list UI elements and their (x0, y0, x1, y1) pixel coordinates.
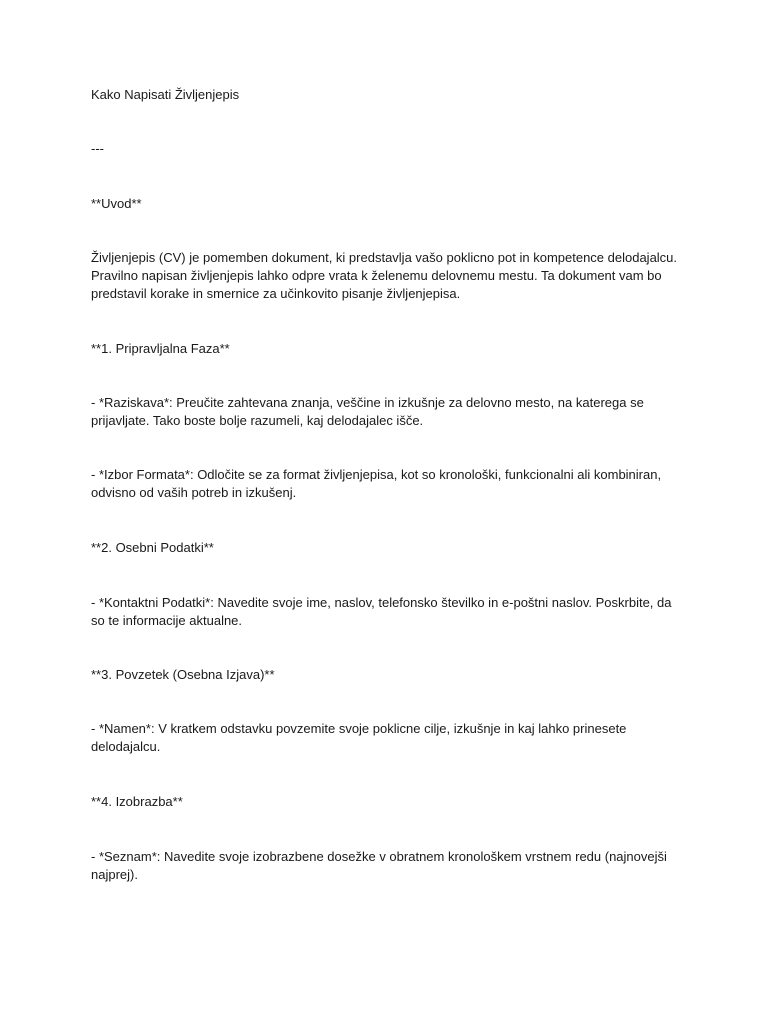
section-2-item-contact: - *Kontaktni Podatki*: Navedite svoje ime, naslov, telefonsko številko in e-poštni naslov. Poskrbite, da so te informacije aktualne. (91, 595, 672, 628)
separator: --- (91, 141, 104, 156)
section-4-heading: **4. Izobrazba** (91, 794, 183, 809)
section-3-item-purpose: - *Namen*: V kratkem odstavku povzemite svoje poklicne cilje, izkušnje in kaj lahko prinesete delodajalcu. (91, 721, 627, 754)
section-4-item-list: - *Seznam*: Navedite svoje izobrazbene dosežke v obratnem kronološkem vrstnem redu (najnovejši najprej). (91, 849, 667, 882)
section-1-heading: **1. Pripravljalna Faza** (91, 341, 230, 356)
intro-paragraph: Življenjepis (CV) je pomemben dokument, ki predstavlja vašo poklicno pot in kompetence delodajalcu. Pravilno napisan življenjepis lahko odpre vrata k želenemu delovnemu mestu. Ta dokument vam bo predstavil korake in smernice za učinkovito pisanje življenjepisa. (91, 250, 678, 301)
section-3-heading: **3. Povzetek (Osebna Izjava)** (91, 667, 275, 682)
section-1-item-research: - *Raziskava*: Preučite zahtevana znanja, veščine in izkušnje za delovno mesto, na katerega se prijavljate. Tako boste bolje razumeli, kaj delodajalec išče. (91, 395, 644, 428)
section-2-heading: **2. Osebni Podatki** (91, 540, 214, 555)
document-title: Kako Napisati Življenjepis (91, 87, 240, 102)
section-1-item-format: - *Izbor Formata*: Odločite se za format življenjepisa, kot so kronološki, funkcionalni ali kombiniran, odvisno od vaših potreb in izkušenj. (91, 467, 662, 500)
intro-heading: **Uvod** (91, 196, 142, 211)
